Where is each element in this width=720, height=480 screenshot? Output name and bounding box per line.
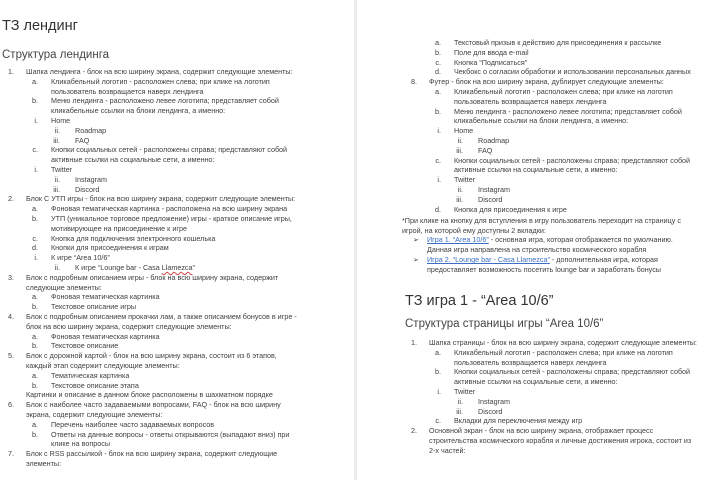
list-marker: 3. — [8, 272, 14, 282]
list-item: К игре “Area 10/6” — [51, 253, 110, 263]
list-item-continuation: элементы: — [26, 459, 62, 468]
list-marker: ii. — [457, 136, 463, 145]
list-marker: 8. — [411, 77, 417, 87]
list-item: FAQ — [478, 145, 493, 155]
list-item: Тематическая картинка — [51, 370, 130, 380]
list-item: Кликабельный логотип - расположен слева; при клике на логотип — [454, 347, 673, 357]
list-marker: a. — [435, 347, 441, 357]
list-marker: i. — [437, 126, 441, 136]
list-marker: 7. — [8, 449, 14, 459]
list-marker: b. — [32, 96, 38, 106]
list-marker: d. — [435, 204, 441, 214]
list-item: УТП (уникальное торговое предложение) игры - краткое описание игры, — [51, 214, 292, 223]
list-marker: a. — [32, 292, 38, 302]
list-item: Кнопки социальных сетей - расположены справа; представляют собой — [454, 155, 691, 165]
list-marker: b. — [435, 106, 441, 116]
list-item: Фоновая тематическая картинка - расположена на всю ширину экрана — [51, 204, 288, 214]
list-item: Кнопка для присоединения к игре — [454, 204, 567, 214]
list-item: Футер - блок на всю ширину экрана, дублирует следующие элементы: — [429, 77, 664, 87]
list-marker: a. — [32, 331, 38, 341]
list-marker: a. — [32, 76, 38, 86]
note-line: *При клике на кнопку для вступления в игру пользователь переходит на страницу с — [402, 216, 681, 225]
list-marker: d. — [32, 243, 38, 253]
arrow-bullet-icon: ➢ — [412, 255, 419, 264]
list-marker: a. — [435, 87, 441, 96]
list-item: Основной экран - блок на всю ширину экрана, отображает процесс — [429, 426, 654, 436]
list-marker: b. — [435, 47, 441, 57]
list-item: Блок с RSS рассылкой - блок на всю ширину экрана, содержит следующие — [26, 449, 278, 459]
list-marker: b. — [435, 367, 441, 377]
list-item: Home — [51, 116, 71, 125]
list-item: Кнопки для присоединения к играм — [51, 243, 169, 253]
list-item-continuation: пользователь возвращается наверх лендинга — [51, 86, 204, 96]
list-marker: c. — [435, 57, 441, 67]
list-item: Discord — [478, 406, 503, 416]
list-marker: 1. — [411, 338, 417, 347]
list-marker: a. — [32, 419, 38, 429]
list-marker: i. — [437, 175, 441, 185]
list-item-continuation: пользователь возвращается наверх лендинга — [454, 357, 607, 367]
list-item: Кнопки социальных сетей - расположены справа; представляют собой — [51, 145, 288, 155]
game-2-link[interactable]: Игра 2. “Lounge bar - Casa Llamezca” — [427, 255, 550, 264]
list-marker: i. — [34, 165, 38, 174]
list-item: FAQ — [75, 135, 90, 145]
spellcheck-word: Llamezca — [161, 263, 193, 272]
list-marker: i. — [437, 387, 441, 396]
list-item: Шапка лендинга - блок на всю ширину экрана, содержит следующие элементы: — [26, 67, 293, 76]
document-page-left — [0, 0, 354, 480]
list-marker: ii. — [54, 174, 60, 184]
list-marker: b. — [32, 214, 38, 223]
list-item-continuation: 2-х частей: — [429, 445, 466, 455]
list-marker: iii. — [53, 135, 60, 145]
game-1-link[interactable]: Игра 1. “Area 10/6” — [427, 235, 489, 244]
list-item: Instagram — [478, 396, 510, 406]
list-marker: i. — [34, 116, 38, 125]
game-1-description: - основная игра, которая отображается по умолчанию. — [488, 235, 673, 244]
list-marker: b. — [32, 429, 38, 439]
list-item: Блок с дорожной картой - блок на всю ширину экрана, состоит из 6 этапов, — [26, 351, 277, 361]
list-item: Фоновая тематическая картинка — [51, 331, 160, 341]
list-item-continuation: следующие элементы: — [26, 282, 102, 292]
list-item: Картинки и описание в данном блоке расположены в шахматном порядке — [26, 390, 273, 400]
list-item-continuation: активные ссылки на социальные сети, а именно: — [454, 165, 618, 175]
list-item: Вкладки для переключения между игр — [454, 416, 583, 426]
list-item-continuation: блок на всю ширину экрана, содержит следующие элементы: — [26, 321, 232, 331]
list-item-continuation: кликабельные ссылки на блоки лендинга, а именно: — [51, 106, 226, 116]
list-item: Кнопка “Подписаться” — [454, 57, 528, 67]
list-marker: a. — [32, 370, 38, 380]
list-item-text: ” — [192, 263, 195, 272]
list-item: Instagram — [75, 174, 107, 184]
list-item-continuation: каждый этап содержит следующие элементы: — [26, 361, 180, 370]
list-item: Текстовое описание игры — [51, 302, 137, 312]
list-item: Twitter — [454, 387, 476, 396]
list-item: Текстовый призыв к действию для присоединения к рассылке — [454, 38, 662, 47]
list-item: Roadmap — [75, 125, 107, 135]
list-item: Блок с наиболее часто задаваемыми вопросами, FAQ - блок на всю ширину — [26, 400, 281, 410]
list-marker: b. — [32, 341, 38, 351]
list-item: Кликабельный логотип - расположен слева; при клике на логотип — [454, 87, 673, 96]
list-marker: 1. — [8, 67, 14, 76]
list-marker: ii. — [54, 263, 60, 272]
list-item: Блок с подробным описанием игры - блок на всю ширину экрана, содержит — [26, 272, 279, 282]
game-tab-item-cont: Данная игра направлена на строительство космического корабля — [427, 245, 647, 254]
list-item: Roadmap — [478, 136, 510, 145]
list-marker: iii. — [456, 406, 463, 416]
list-item: Twitter — [51, 165, 73, 174]
document-title: ТЗ лендинг — [2, 18, 78, 34]
list-marker: c. — [435, 416, 441, 426]
list-marker: 4. — [8, 312, 14, 321]
list-marker: d. — [435, 67, 441, 77]
list-marker: ii. — [54, 125, 60, 135]
list-item: Кнопка для подключения электронного кошелька — [51, 233, 216, 243]
list-item-continuation: пользователь возвращается наверх лендинга — [454, 96, 607, 106]
section-heading-game: Структура страницы игры “Area 10/6” — [405, 318, 604, 330]
arrow-bullet-icon: ➢ — [412, 235, 419, 244]
list-item: Текстовое описание этапа — [51, 380, 139, 390]
document-title-game: ТЗ игра 1 - “Area 10/6” — [405, 293, 554, 309]
game-tab-item-cont: предоставляет возможность посетить lounge bar и заработать бонусы — [427, 265, 661, 274]
list-item: Фоновая тематическая картинка — [51, 292, 160, 302]
list-marker: c. — [435, 155, 441, 165]
list-item-continuation: кликабельные ссылки на блоки лендинга, а именно: — [454, 116, 629, 126]
list-item-continuation: клике на вопросы — [51, 439, 110, 449]
game-tab-item — [427, 235, 673, 245]
list-item: Меню лендинга - расположено левее логотипа; представляет собой — [51, 96, 279, 106]
list-item-text: К игре “Lounge bar - Casa — [75, 263, 162, 272]
list-item: Меню лендинга - расположено левее логотипа; представляет собой — [454, 106, 682, 116]
list-marker: c. — [32, 145, 38, 155]
list-marker: iii. — [53, 184, 60, 194]
game-2-description: - дополнительная игра, которая — [549, 255, 658, 264]
list-item — [75, 263, 195, 273]
list-item-continuation: активные ссылки на социальные сети, а именно: — [454, 377, 618, 387]
note-line: игрой, на которой ему доступны 2 вкладки: — [402, 226, 546, 235]
list-item: Блок с подробным описанием прокачки лам, а также описанием бонусов в игре - — [26, 312, 297, 321]
list-item: Текстовое описание — [51, 341, 119, 351]
list-item: Шапка страницы - блок на всю ширину экрана, содержит следующие элементы: — [429, 338, 697, 347]
list-marker: iii. — [456, 194, 463, 204]
document-page-right — [357, 0, 720, 480]
list-marker: ii. — [457, 396, 463, 406]
section-heading: Структура лендинга — [2, 49, 110, 61]
list-item: Кликабельный логотип - расположен слева; при клике на логотип — [51, 76, 270, 86]
list-item: Home — [454, 126, 474, 136]
list-item: Discord — [478, 194, 503, 204]
list-marker: b. — [32, 380, 38, 390]
list-marker: i. — [34, 253, 38, 263]
list-item: Перечень наиболее часто задаваемых вопросов — [51, 419, 215, 429]
list-item: Instagram — [478, 185, 510, 194]
list-item-continuation: мотивирующее на присоединение к игре — [51, 223, 187, 233]
list-marker: b. — [32, 302, 38, 312]
list-marker: a. — [435, 38, 441, 47]
list-marker: 2. — [8, 194, 14, 204]
list-item: Чекбокс о согласии обработки и использовании персональных данных — [454, 67, 691, 77]
list-item: Кнопки социальных сетей - расположены справа; представляют собой — [454, 367, 691, 377]
list-marker: 2. — [411, 426, 417, 436]
list-marker: 6. — [8, 400, 14, 410]
list-item-continuation: экрана, содержит следующие элементы: — [26, 410, 163, 419]
list-item: Блок С УТП игры - блок на всю ширину экрана, содержит следующие элементы: — [26, 194, 296, 204]
list-item-continuation: активные ссылки на социальные сети, а именно: — [51, 155, 215, 165]
list-marker: c. — [32, 233, 38, 243]
list-item: Ответы на данные вопросы - ответы открываются (выпадают вниз) при — [51, 429, 290, 439]
game-tab-item — [427, 255, 658, 265]
list-marker: a. — [32, 204, 38, 214]
list-item: Discord — [75, 184, 100, 194]
list-marker: iii. — [456, 145, 463, 155]
list-marker: 5. — [8, 351, 14, 361]
list-item: Twitter — [454, 175, 476, 185]
list-item: Поле для ввода e-mail — [454, 47, 529, 57]
list-item-continuation: строительства космического корабля и личные достижения игрока, состоит из — [429, 436, 692, 445]
list-marker: ii. — [457, 185, 463, 194]
